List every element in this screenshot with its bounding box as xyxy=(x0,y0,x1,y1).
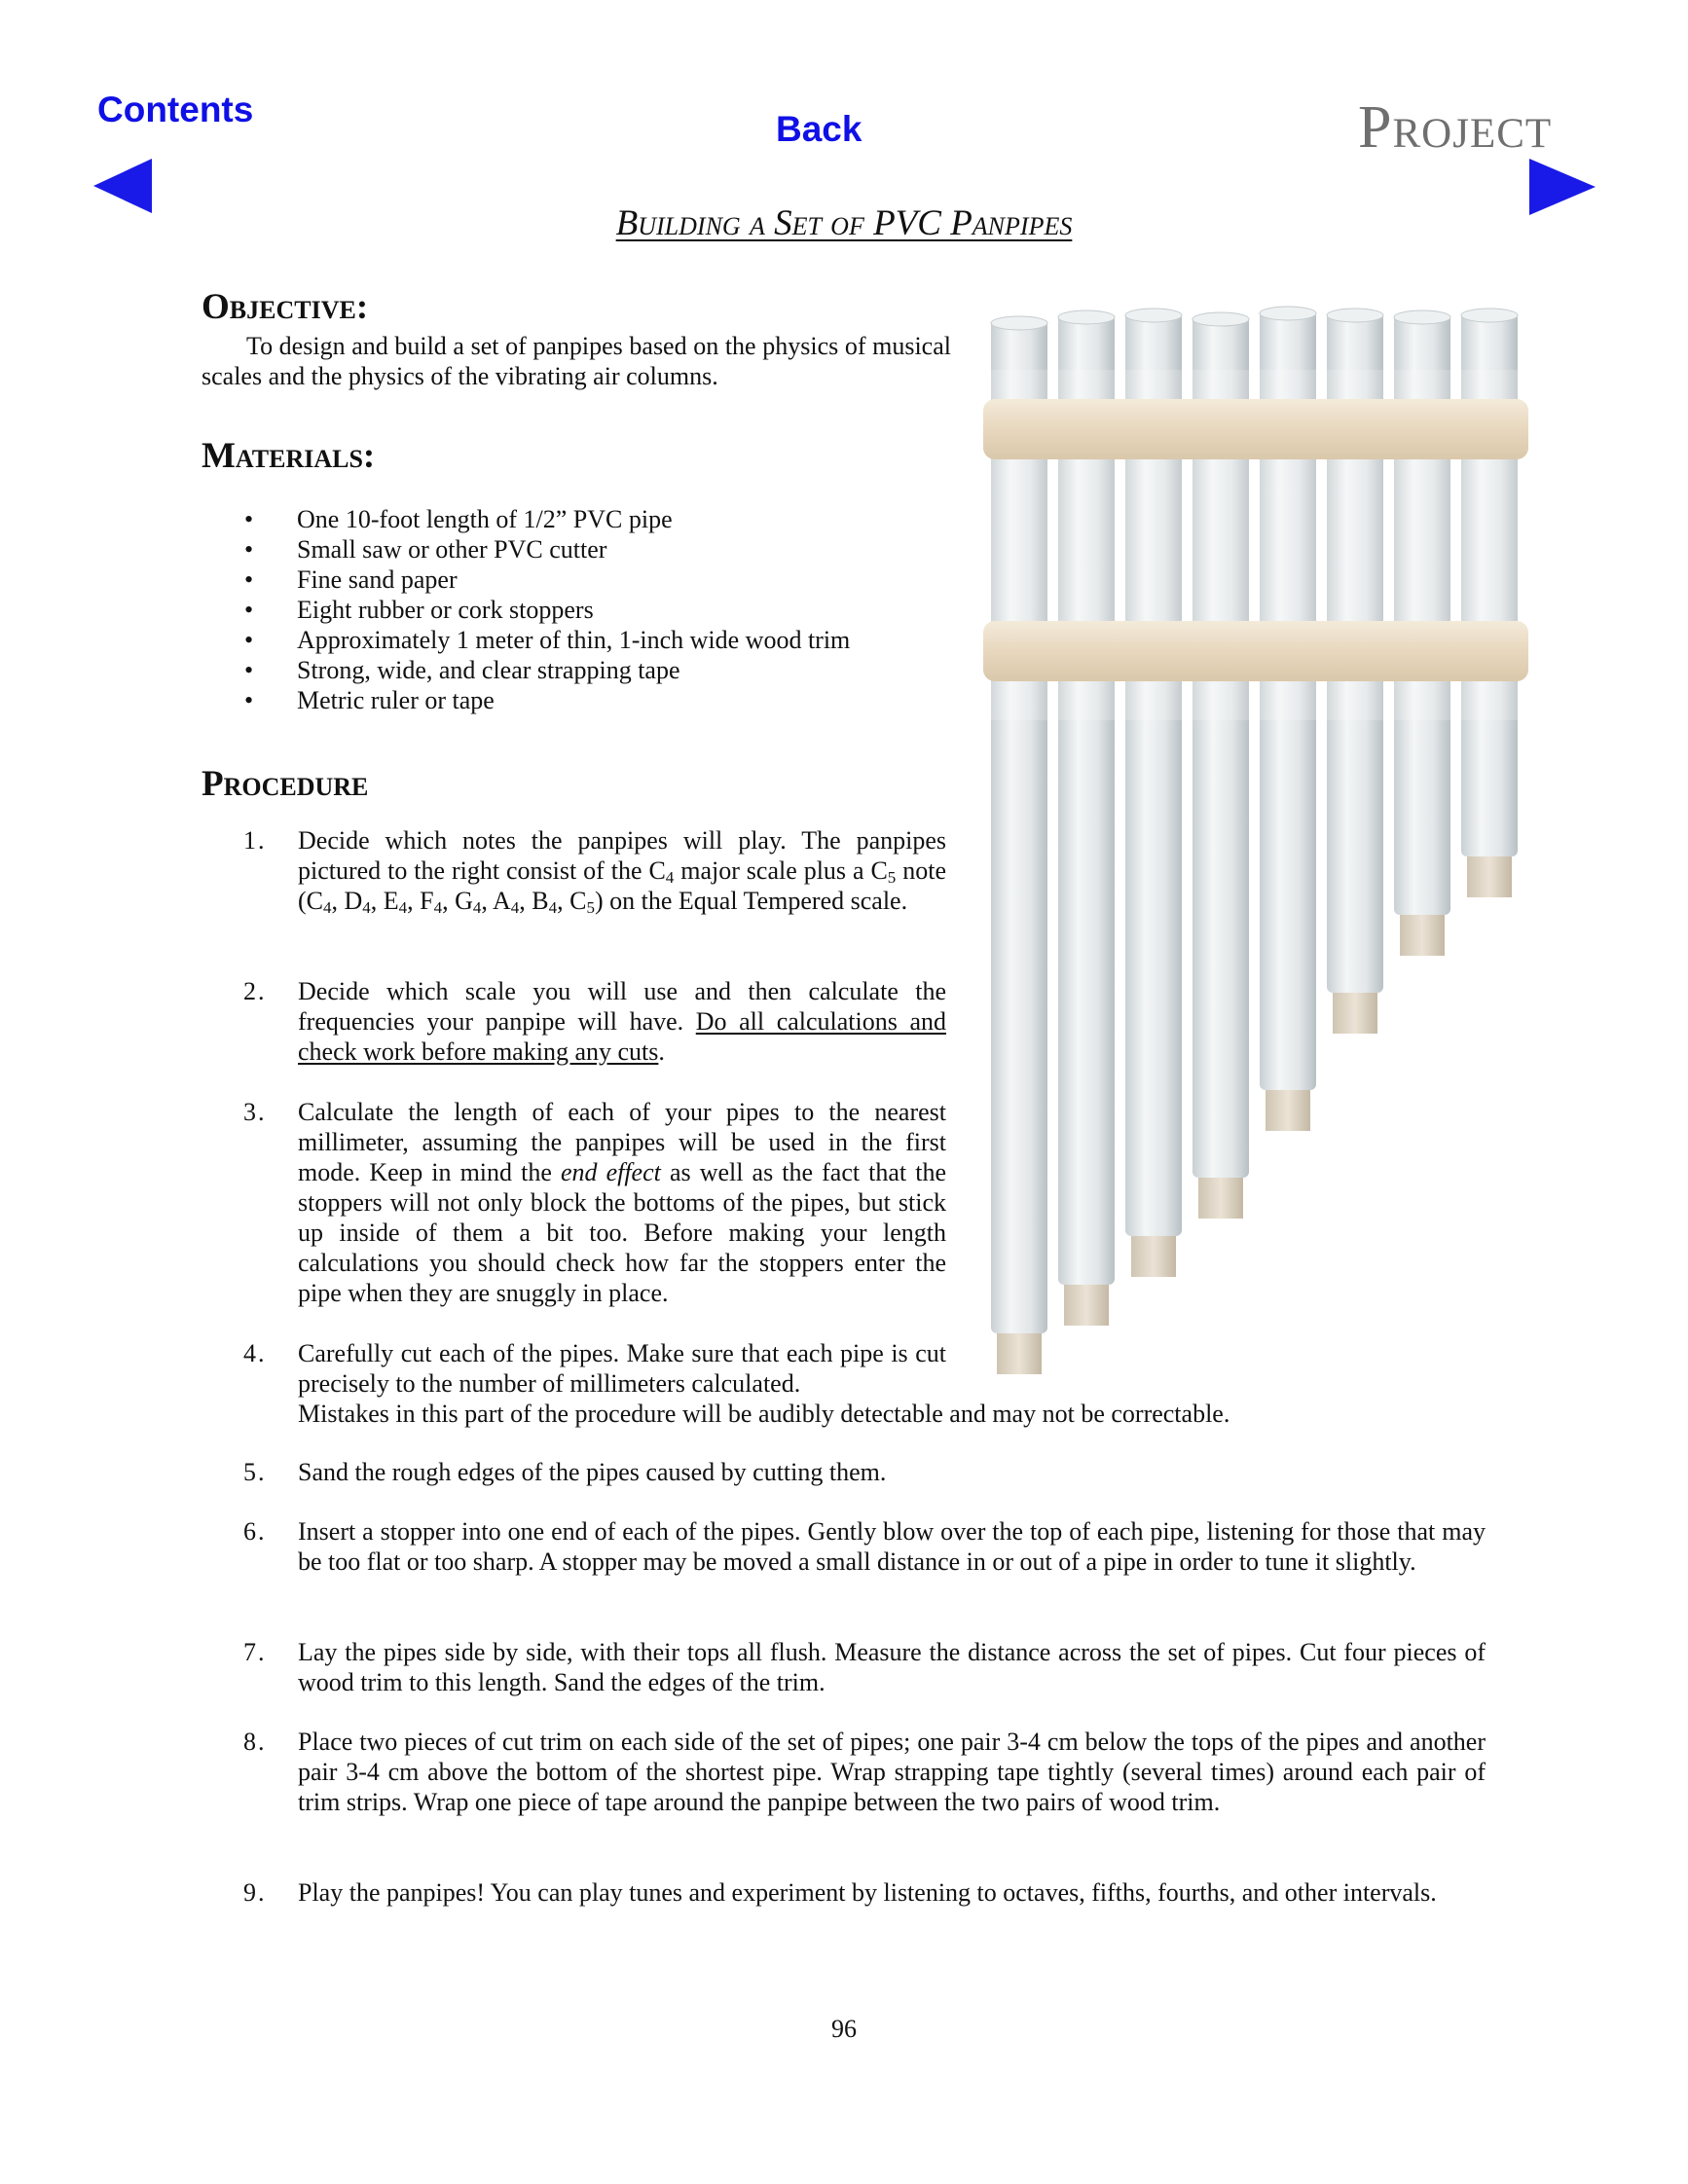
procedure-step-3 xyxy=(243,1097,946,1308)
step-number: 6. xyxy=(243,1517,267,1546)
pipe-top xyxy=(1260,307,1316,320)
step-number: 7. xyxy=(243,1638,267,1666)
material-text: Fine sand paper xyxy=(297,565,458,594)
step-text: Insert a stopper into one end of each of the pipes. Gently blow over the top of each pipe, listening for those that may be too flat or too sharp. A stopper may be moved a small distance in or out of a pipe in order to tune it slightly. xyxy=(298,1517,1486,1576)
step-text: Play the panpipes! You can play tunes and experiment by listening to octaves, fifths, fourths, and other intervals. xyxy=(298,1878,1437,1907)
list-item xyxy=(202,595,850,625)
materials-list xyxy=(202,504,850,715)
step-number: 9. xyxy=(243,1878,267,1907)
material-text: Eight rubber or cork stoppers xyxy=(297,596,594,624)
bullet-icon: • xyxy=(244,626,254,654)
procedure-step-6 xyxy=(243,1516,1486,1577)
list-item xyxy=(202,504,850,534)
step-text: Decide which notes the panpipes will play. The panpipes pictured to the right consist of the $C_4$ major scale plus a $C_5$ note ($C_4$, $D_4$, $E_4$, $F_4$, $G_4$, $A_4$, $B_4$, $C_5$) on the Equal Tempered scale. xyxy=(298,826,946,917)
cork-stopper xyxy=(1131,1236,1176,1277)
contents-link[interactable]: Contents xyxy=(97,90,254,129)
page-title: Building a Set of PVC Panpipes xyxy=(615,203,1073,243)
pipe-top xyxy=(1327,309,1383,322)
cork-stopper xyxy=(1266,1090,1310,1131)
material-text: Strong, wide, and clear strapping tape xyxy=(297,656,680,684)
pipe-top xyxy=(1461,309,1518,322)
material-text: One 10-foot length of 1/2” PVC pipe xyxy=(297,505,673,533)
bullet-icon: • xyxy=(244,596,254,624)
pipe-top xyxy=(1394,310,1450,324)
list-item xyxy=(202,625,850,655)
procedure-step-5 xyxy=(243,1457,1486,1487)
material-text: Metric ruler or tape xyxy=(297,686,495,714)
procedure-step-9 xyxy=(243,1877,1486,1908)
step-text: Sand the rough edges of the pipes caused by cutting them. xyxy=(298,1458,887,1486)
list-item xyxy=(202,564,850,595)
step-text: Carefully cut each of the pipes. Make sure that each pipe is cut precisely to the number of millimeters calculated. Mistakes in this part of the procedure will be audibly detectable and may not be correctable. xyxy=(298,1339,1230,1428)
strapping-tape xyxy=(983,370,1528,720)
panpipes-photo xyxy=(983,292,1548,1382)
procedure-step-2 xyxy=(243,976,946,1067)
step-number: 3. xyxy=(243,1098,267,1126)
step-text: Decide which scale you will use and then calculate the frequencies your panpipe will have. Do all calculations and check work before making any cuts. xyxy=(298,977,946,1066)
cork-stopper xyxy=(1400,915,1445,956)
step-number: 1. xyxy=(243,826,267,855)
pipe-top xyxy=(1058,310,1115,324)
material-text: Approximately 1 meter of thin, 1-inch wide wood trim xyxy=(297,626,851,654)
procedure-step-1 xyxy=(243,825,946,916)
list-item xyxy=(202,534,850,564)
bullet-icon: • xyxy=(244,535,254,564)
cork-stopper xyxy=(1064,1285,1109,1326)
material-text: Small saw or other PVC cutter xyxy=(297,535,607,564)
step-number: 2. xyxy=(243,977,267,1005)
pipe-top xyxy=(1193,312,1249,326)
step-number: 8. xyxy=(243,1728,267,1756)
objective-heading: Objective: xyxy=(202,287,369,327)
procedure-step-7 xyxy=(243,1637,1486,1697)
cork-stopper xyxy=(997,1333,1042,1374)
bullet-icon: • xyxy=(244,656,254,684)
pipe-top xyxy=(1125,309,1182,322)
cork-stopper xyxy=(1467,856,1512,897)
header-word: Project xyxy=(1358,94,1553,161)
bullet-icon: • xyxy=(244,565,254,594)
bullet-icon: • xyxy=(244,505,254,533)
procedure-step-8 xyxy=(243,1727,1486,1817)
cork-stopper xyxy=(1198,1178,1243,1219)
objective-text: To design and build a set of panpipes based on the physics of musical scales and the physics of the vibrating air columns. xyxy=(202,332,951,390)
procedure-heading: Procedure xyxy=(202,764,369,804)
step-number: 4. xyxy=(243,1339,267,1367)
step-text: Calculate the length of each of your pipes to the nearest millimeter, assuming the panpipes will be used in the first mode. Keep in mind the end effect as well as the fact that the stoppers will not only block the bottoms of the pipes, but stick up inside of them a bit too. Before making your length calculations you should check how far the stoppers enter the pipe when they are snuggly in place. xyxy=(298,1098,946,1307)
materials-heading: Materials: xyxy=(202,436,376,476)
pipe-top xyxy=(991,316,1047,330)
list-item xyxy=(202,655,850,685)
step-number: 5. xyxy=(243,1458,267,1486)
back-link[interactable]: Back xyxy=(776,109,862,149)
cork-stopper xyxy=(1333,993,1377,1034)
step-text: Lay the pipes side by side, with their tops all flush. Measure the distance across the set of pipes. Cut four pieces of wood trim to this length. Sand the edges of the trim. xyxy=(298,1638,1486,1696)
list-item xyxy=(202,685,850,715)
page-number: 96 xyxy=(831,2015,857,2043)
step-text: Place two pieces of cut trim on each side of the set of pipes; one pair 3-4 cm below the tops of the pipes and another pair 3-4 cm above the bottom of the shortest pipe. Wrap strapping tape tightly (several times) around each pair of trim strips. Wrap one piece of tape around the panpipe between the two pairs of wood trim. xyxy=(298,1728,1486,1816)
bullet-icon: • xyxy=(244,686,254,714)
